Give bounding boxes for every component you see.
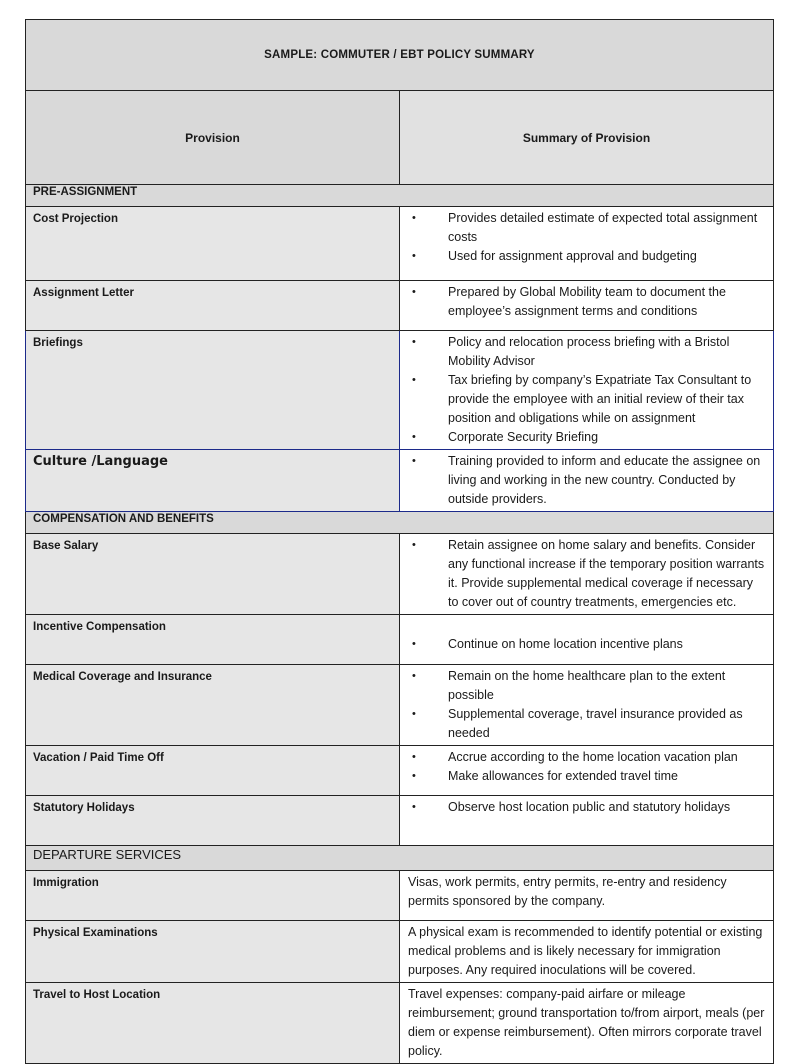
table-row (26, 983, 774, 1064)
table-row (26, 796, 774, 846)
bullet-icon: • (412, 455, 416, 467)
policy-document (25, 19, 774, 1064)
section-header-row (26, 185, 774, 207)
provision-cell: Incentive Compensation (26, 615, 400, 665)
summary-cell (400, 746, 774, 796)
bullet-icon: • (412, 708, 416, 720)
bullet-item: • Provides detailed estimate of expected total assignment costs (412, 211, 758, 244)
summary-cell (400, 615, 774, 665)
bullet-list (408, 283, 765, 321)
summary-cell (400, 207, 774, 281)
bullet-item: • Continue on home location incentive plans (408, 635, 765, 654)
summary-cell: Visas, work permits, entry permits, re-entry and residency permits sponsored by the company. (400, 871, 774, 921)
provision-cell: Statutory Holidays (26, 796, 400, 846)
table-row (26, 871, 774, 921)
bullet-item: • Make allowances for extended travel time (408, 767, 765, 786)
table-row (26, 534, 774, 615)
section-header-row (26, 512, 774, 534)
summary-cell (400, 450, 774, 512)
provision-cell: Assignment Letter (26, 281, 400, 331)
section-title: DEPARTURE SERVICES (26, 846, 774, 871)
provision-cell: Cost Projection (26, 207, 400, 281)
bullet-list (408, 209, 765, 266)
bullet-icon: • (412, 374, 416, 386)
bullet-icon: • (412, 770, 416, 782)
bullet-item: • Accrue according to the home location vacation plan (408, 748, 765, 767)
table-row (26, 665, 774, 746)
provision-cell: Vacation / Paid Time Off (26, 746, 400, 796)
bullet-icon: • (412, 801, 416, 813)
bullet-item: • Supplemental coverage, travel insurance provided as needed (412, 707, 743, 740)
provision-cell: Travel to Host Location (26, 983, 400, 1064)
provision-cell: Briefings (26, 331, 400, 450)
bullet-list (408, 452, 765, 509)
summary-cell (400, 331, 774, 450)
bullet-icon: • (412, 286, 416, 298)
bullet-list (408, 667, 765, 743)
bullet-item: • Prepared by Global Mobility team to document the employee’s assignment terms and conditions (412, 285, 726, 318)
bullet-item: • Used for assignment approval and budgeting (408, 247, 765, 266)
provision-header: Provision (26, 91, 400, 185)
bullet-list (408, 333, 765, 447)
summary-cell (400, 281, 774, 331)
bullet-list (408, 635, 765, 654)
table-row (26, 746, 774, 796)
summary-header: Summary of Provision (400, 91, 774, 185)
provision-cell: Immigration (26, 871, 400, 921)
bullet-icon: • (412, 638, 416, 650)
bullet-list (408, 798, 765, 817)
header-row (26, 91, 774, 185)
section-title: PRE-ASSIGNMENT (26, 185, 774, 207)
bullet-list (408, 748, 765, 786)
table-row (26, 450, 774, 512)
bullet-icon: • (412, 336, 416, 348)
table-row (26, 207, 774, 281)
summary-cell (400, 534, 774, 615)
bullet-icon: • (412, 431, 416, 443)
bullet-item: • Observe host location public and statutory holidays (408, 798, 765, 817)
summary-cell (400, 796, 774, 846)
table-row (26, 281, 774, 331)
table-row (26, 331, 774, 450)
bullet-icon: • (412, 250, 416, 262)
bullet-icon: • (412, 539, 416, 551)
bullet-item: • Tax briefing by company’s Expatriate Tax Consultant to provide the employee with an initial review of their tax position and obligations while on assignment (412, 373, 752, 425)
bullet-item: • Corporate Security Briefing (408, 428, 765, 447)
bullet-item: • Remain on the home healthcare plan to the extent possible (412, 669, 726, 702)
table-row (26, 921, 774, 983)
section-header-row (26, 846, 774, 871)
bullet-icon: • (412, 670, 416, 682)
bullet-icon: • (412, 751, 416, 763)
document-title: SAMPLE: COMMUTER / EBT POLICY SUMMARY (26, 20, 774, 91)
policy-table (25, 19, 774, 1064)
summary-cell (400, 665, 774, 746)
summary-cell: Travel expenses: company-paid airfare or mileage reimbursement; ground transportation to/from airport, meals (per diem or expense reimbursement). Often mirrors corporate travel policy. (400, 983, 774, 1064)
bullet-item: • Retain assignee on home salary and benefits. Consider any functional increase if the temporary position warrants it. Provide supplemental medical coverage if necessary to cover out of country treatments, emergencies etc. (412, 538, 765, 609)
provision-cell: Medical Coverage and Insurance (26, 665, 400, 746)
provision-cell: Base Salary (26, 534, 400, 615)
provision-cell: Physical Examinations (26, 921, 400, 983)
bullet-icon: • (412, 212, 416, 224)
bullet-item: • Training provided to inform and educate the assignee on living and working in the new country. Conducted by outside providers. (412, 454, 761, 506)
provision-cell: Culture /Language (26, 450, 400, 512)
summary-cell: A physical exam is recommended to identify potential or existing medical problems and is likely necessary for immigration purposes. Any required inoculations will be covered. (400, 921, 774, 983)
table-row (26, 615, 774, 665)
section-title: COMPENSATION AND BENEFITS (26, 512, 774, 534)
bullet-item: • Policy and relocation process briefing with a Bristol Mobility Advisor (412, 335, 730, 368)
title-row (26, 20, 774, 91)
bullet-list (408, 536, 765, 612)
